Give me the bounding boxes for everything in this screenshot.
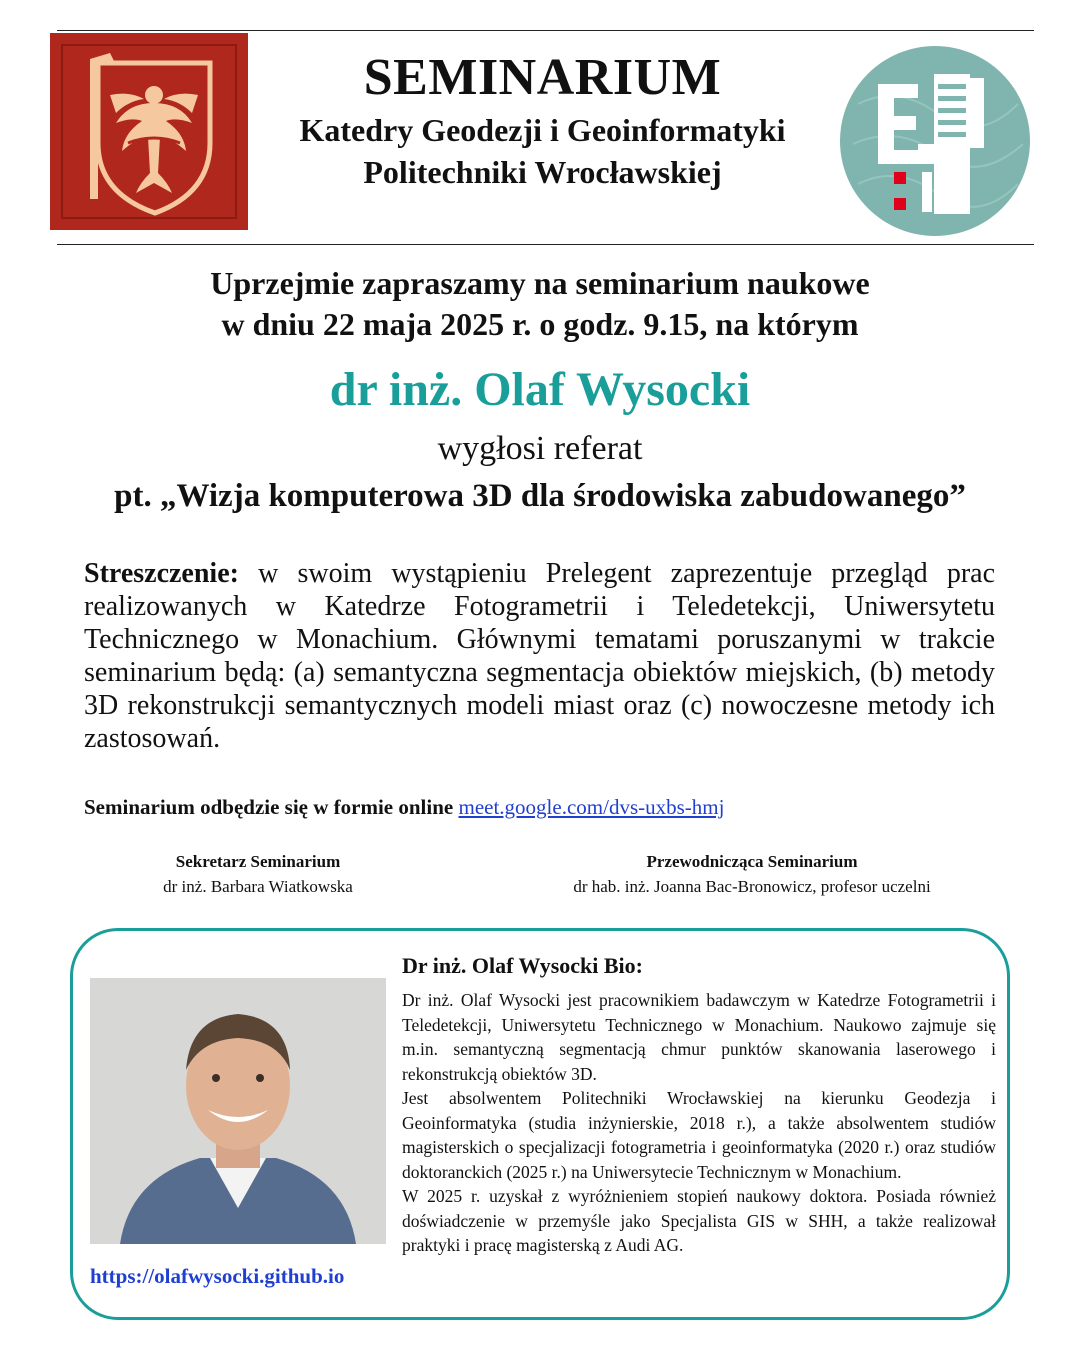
pwr-logo-icon (50, 33, 248, 230)
bio-paragraph-2: Jest absolwentem Politechniki Wrocławskiej na kierunku Geodezja i Geoinformatyka (studia inżynierskie, 2018 r.), a także absolwentem studiów magisterskich o specjalizacji fotogrametria i geoinformatyka (2020 r.) oraz studiów doktoranckich (2025 r.) na Uniwersytecie Technicznym w Monachium. (402, 1088, 996, 1182)
bio-text (402, 988, 996, 1258)
bio-paragraph-1: Dr inż. Olaf Wysocki jest pracownikiem badawczym w Katedrze Fotogrametrii i Teledetekcji, Uniwersytetu Technicznego w Monachium. Naukowo zajmuje się m.in. semantyczną segmentacją chmur punktów skanowania laserowego i rekonstrukcją obiektów 3D. (402, 990, 996, 1084)
invitation-line-2: w dniu 22 maja 2025 r. o godz. 9.15, na którym (221, 306, 859, 342)
secretary-signature (120, 849, 396, 899)
secretary-name: dr inż. Barbara Wiatkowska (163, 877, 353, 896)
abstract-label: Streszczenie: (84, 558, 239, 589)
meeting-link[interactable]: meet.google.com/dvs-uxbs-hmj (458, 795, 725, 819)
abstract (84, 557, 995, 755)
speaker-photo (90, 978, 386, 1244)
top-rule (57, 30, 1034, 31)
chair-signature (520, 849, 984, 899)
bio-heading: Dr inż. Olaf Wysocki Bio: (402, 953, 643, 978)
header-rule (57, 244, 1034, 245)
seminar-title: SEMINARIUM (363, 49, 722, 106)
bio-website-link[interactable]: https://olafwysocki.github.io (90, 1264, 345, 1288)
talk-title: pt. „Wizja komputerowa 3D dla środowiska zabudowanego” (114, 478, 966, 514)
chair-name: dr hab. inż. Joanna Bac-Bronowicz, profesor uczelni (573, 877, 931, 896)
deliver-text: wygłosi referat (437, 430, 643, 467)
department-logo-icon (838, 44, 1033, 239)
bio-paragraph-3: W 2025 r. uzyskał z wyróżnieniem stopień naukowy doktora. Posiada również doświadczenie w przemyśle jako Specjalista GIS w SHH, a także realizował praktyki i pracę magisterską z Audi AG. (402, 1186, 996, 1255)
invitation-line-1: Uprzejmie zapraszamy na seminarium naukowe (210, 265, 870, 301)
online-label: Seminarium odbędzie się w formie online (84, 795, 454, 819)
speaker-name: dr inż. Olaf Wysocki (329, 363, 751, 416)
chair-role: Przewodnicząca Seminarium (646, 852, 858, 871)
department-line: Katedry Geodezji i Geoinformatyki (299, 112, 786, 148)
secretary-role: Sekretarz Seminarium (175, 852, 341, 871)
abstract-text: w swoim wystąpieniu Prelegent zaprezentuje przegląd prac realizowanych w Katedrze Fotogrametrii i Teledetekcji, Uniwersytetu Technicznego w Monachium. Głównymi tematami poruszanymi w trakcie seminarium będą: (a) semantyczna segmentacja obiektów miejskich, (b) metody 3D rekonstrukcji semantycznych modeli miast oraz (c) nowoczesne metody ich zastosowań. (84, 558, 995, 754)
university-line: Politechniki Wrocławskiej (363, 154, 722, 190)
online-info (84, 795, 724, 820)
